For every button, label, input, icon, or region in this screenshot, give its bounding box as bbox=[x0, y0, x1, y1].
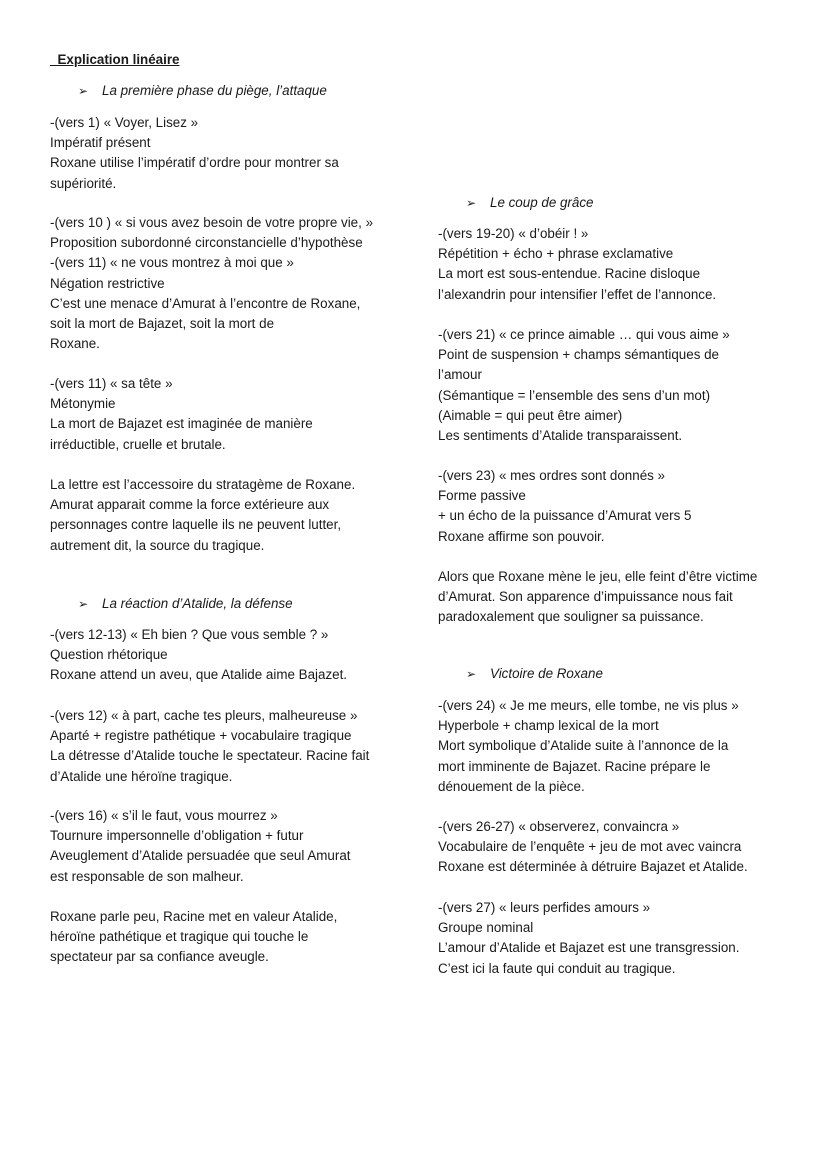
section-heading-defense bbox=[78, 594, 293, 614]
section-heading-coup-de-grace bbox=[466, 193, 593, 213]
text-line: d’Amurat. Son apparence d’impuissance nous fait bbox=[438, 589, 733, 605]
text-line: -(vers 23) « mes ordres sont donnés » bbox=[438, 468, 666, 483]
text-line: soit la mort de Bajazet, soit la mort de bbox=[50, 316, 275, 332]
text-line: -(vers 21) « ce prince aimable … qui vous aime » bbox=[438, 327, 730, 342]
text-line: -(vers 12-13) « Eh bien ? Que vous semble ? » bbox=[50, 627, 329, 642]
text-line: Forme passive bbox=[438, 488, 526, 504]
text-line: Les sentiments d’Atalide transparaissent. bbox=[438, 428, 683, 444]
arrow-bullet-icon: ➢ bbox=[78, 597, 89, 611]
text-line: est responsable de son malheur. bbox=[50, 868, 244, 884]
text-line: Amurat apparait comme la force extérieure aux bbox=[50, 497, 330, 513]
text-line: L’amour d’Atalide et Bajazet est une transgression. bbox=[438, 940, 740, 956]
text-line: Roxane affirme son pouvoir. bbox=[438, 528, 605, 544]
section-heading-attaque bbox=[78, 81, 327, 101]
heading-text: La réaction d’Atalide, la défense bbox=[102, 596, 293, 611]
analysis-paragraph-lettre bbox=[50, 475, 355, 556]
analysis-block-sa-tete bbox=[50, 374, 313, 455]
text-line: Groupe nominal bbox=[438, 920, 534, 936]
analysis-block-vers-27 bbox=[438, 898, 739, 979]
page-title: _Explication linéaire bbox=[50, 52, 180, 67]
text-line: irréductible, cruelle et brutale. bbox=[50, 436, 226, 452]
text-line: Roxane parle peu, Racine met en valeur Atalide, bbox=[50, 909, 338, 924]
arrow-bullet-icon: ➢ bbox=[466, 196, 477, 210]
text-line: paradoxalement que souligner sa puissance. bbox=[438, 609, 704, 625]
text-line: Hyperbole + champ lexical de la mort bbox=[438, 718, 659, 734]
text-line: Impératif présent bbox=[50, 135, 151, 151]
text-line: (Sémantique = l’ensemble des sens d’un mot) bbox=[438, 387, 711, 403]
text-line: d’Atalide une héroïne tragique. bbox=[50, 768, 233, 784]
text-line: Mort symbolique d’Atalide suite à l’annonce de la bbox=[438, 738, 729, 754]
text-line: dénouement de la pièce. bbox=[438, 778, 585, 794]
text-line: La détresse d’Atalide touche le spectateur. Racine fait bbox=[50, 748, 370, 764]
text-line: Roxane est déterminée à détruire Bajazet et Atalide. bbox=[438, 859, 748, 875]
text-line: -(vers 27) « leurs perfides amours » bbox=[438, 900, 651, 915]
text-line: l’amour bbox=[438, 367, 482, 383]
text-line: Négation restrictive bbox=[50, 275, 165, 291]
analysis-paragraph-roxane bbox=[50, 907, 337, 968]
arrow-bullet-icon: ➢ bbox=[78, 84, 89, 98]
text-line: Aveuglement d’Atalide persuadée que seul Amurat bbox=[50, 848, 351, 864]
analysis-block-vers-23 bbox=[438, 466, 691, 547]
analysis-block-vers-21 bbox=[438, 325, 730, 446]
text-line: La lettre est l’accessoire du stratagème de Roxane. bbox=[50, 477, 356, 492]
text-line: -(vers 24) « Je me meurs, elle tombe, ne vis plus » bbox=[438, 698, 739, 713]
text-line: Vocabulaire de l’enquête + jeu de mot avec vaincra bbox=[438, 839, 742, 855]
text-line: -(vers 11) « sa tête » bbox=[50, 376, 173, 391]
text-line: -(vers 1) « Voyer, Lisez » bbox=[50, 115, 199, 130]
text-line: Question rhétorique bbox=[50, 647, 168, 663]
analysis-block-vers-24 bbox=[438, 696, 739, 797]
analysis-block-vers-12-13 bbox=[50, 625, 347, 686]
text-line: autrement dit, la source du tragique. bbox=[50, 537, 265, 553]
text-line: -(vers 11) « ne vous montrez à moi que » bbox=[50, 255, 294, 271]
text-line: mort imminente de Bajazet. Racine prépare le bbox=[438, 758, 711, 774]
text-line: La mort est sous-entendue. Racine disloque bbox=[438, 266, 701, 282]
text-line: Roxane. bbox=[50, 336, 100, 352]
text-line: spectateur par sa confiance aveugle. bbox=[50, 949, 269, 965]
text-line: héroïne pathétique et tragique qui touche le bbox=[50, 929, 309, 945]
text-line: Aparté + registre pathétique + vocabulaire tragique bbox=[50, 728, 352, 744]
heading-text: La première phase du piège, l’attaque bbox=[102, 83, 327, 98]
heading-text: Victoire de Roxane bbox=[490, 666, 603, 681]
analysis-block-vers-1 bbox=[50, 113, 339, 194]
analysis-block-vers-26-27 bbox=[438, 817, 748, 878]
analysis-block-vers-19-20 bbox=[438, 224, 716, 305]
text-line: Roxane utilise l’impératif d’ordre pour montrer sa bbox=[50, 155, 339, 171]
heading-text: Le coup de grâce bbox=[490, 195, 594, 210]
analysis-block-vers-16 bbox=[50, 806, 351, 887]
text-line: C’est ici la faute qui conduit au tragique. bbox=[438, 960, 676, 976]
text-line: + un écho de la puissance d’Amurat vers 5 bbox=[438, 508, 692, 524]
text-line: -(vers 19-20) « d’obéir ! » bbox=[438, 226, 589, 241]
analysis-paragraph-roxane-jeu bbox=[438, 567, 757, 628]
text-line: Répétition + écho + phrase exclamative bbox=[438, 246, 674, 262]
text-line: supériorité. bbox=[50, 175, 117, 191]
text-line: Point de suspension + champs sémantiques de bbox=[438, 347, 720, 363]
analysis-block-vers-12 bbox=[50, 706, 369, 787]
text-line: -(vers 26-27) « observerez, convaincra » bbox=[438, 819, 680, 834]
analysis-block-vers-10-11 bbox=[50, 213, 373, 354]
text-line: Métonymie bbox=[50, 396, 116, 412]
arrow-bullet-icon: ➢ bbox=[466, 667, 477, 681]
text-line: Roxane attend un aveu, que Atalide aime Bajazet. bbox=[50, 667, 348, 683]
text-line: l’alexandrin pour intensifier l’effet de l’annonce. bbox=[438, 286, 717, 302]
text-line: -(vers 10 ) « si vous avez besoin de votre propre vie, » bbox=[50, 215, 374, 230]
text-line: C’est une menace d’Amurat à l’encontre de Roxane, bbox=[50, 295, 361, 311]
text-line: Alors que Roxane mène le jeu, elle feint d’être victime bbox=[438, 569, 758, 584]
text-line: (Aimable = qui peut être aimer) bbox=[438, 407, 623, 423]
text-line: La mort de Bajazet est imaginée de manière bbox=[50, 416, 313, 432]
text-line: -(vers 12) « à part, cache tes pleurs, malheureuse » bbox=[50, 708, 358, 723]
text-line: -(vers 16) « s’il le faut, vous mourrez » bbox=[50, 808, 278, 823]
text-line: Tournure impersonnelle d’obligation + futur bbox=[50, 828, 304, 844]
text-line: personnages contre laquelle ils ne peuvent lutter, bbox=[50, 517, 342, 533]
section-heading-victoire bbox=[466, 664, 603, 684]
text-line: Proposition subordonné circonstancielle d’hypothèse bbox=[50, 235, 363, 251]
